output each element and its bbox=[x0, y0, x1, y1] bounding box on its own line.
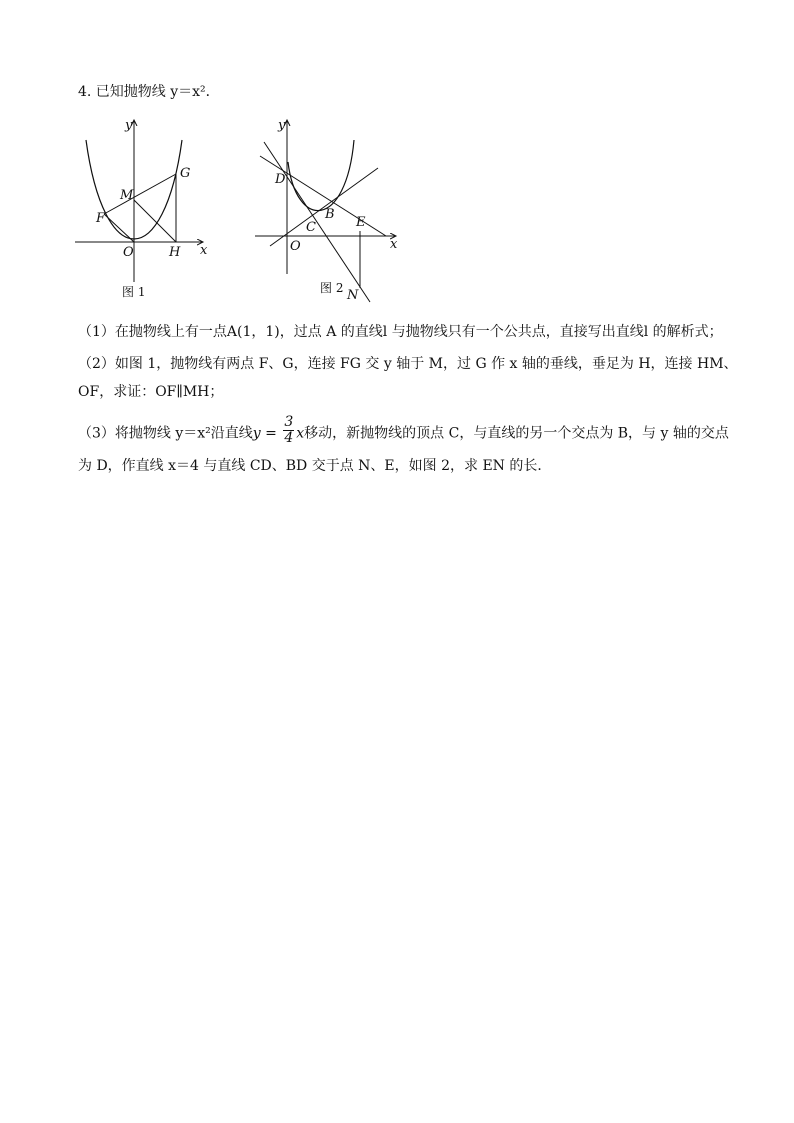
fig2-label-E: E bbox=[356, 215, 366, 230]
question-3-prefix: （3）将抛物线 y＝x²沿直线 bbox=[78, 425, 253, 442]
fraction-numerator: 3 bbox=[284, 414, 294, 430]
problem-title: 4. 已知抛物线 y＝x²． bbox=[78, 84, 220, 100]
fig2-label-y: y bbox=[278, 118, 286, 133]
fig1-label-F: F bbox=[96, 211, 106, 226]
fig2-label-x: x bbox=[390, 237, 398, 252]
fig2-line-OB bbox=[270, 168, 378, 246]
fig1-label-H: H bbox=[169, 245, 181, 260]
fig2-label-N: N bbox=[347, 288, 359, 303]
question-2-line-2: OF，求证：OF∥MH； bbox=[78, 384, 224, 400]
fig2-line-DN bbox=[264, 142, 370, 302]
fig1-caption: 图 1 bbox=[122, 285, 146, 299]
fig2-label-O: O bbox=[290, 239, 301, 254]
question-1: （1）在抛物线上有一点A(1，1)，过点 A 的直线l 与抛物线只有一个公共点，直接写出直线l 的解析式； bbox=[78, 324, 723, 340]
fig2-parabola bbox=[288, 140, 354, 211]
figure-2 bbox=[250, 112, 410, 307]
fig1-segment-MH bbox=[134, 200, 176, 242]
question-3-line-1 bbox=[78, 414, 729, 449]
fig1-label-G: G bbox=[180, 166, 191, 181]
fig2-caption: 图 2 bbox=[320, 281, 344, 295]
question-3-eq-var: x bbox=[296, 425, 305, 442]
question-3-line-2: 为 D，作直线 x＝4 与直线 CD、BD 交于点 N、E，如图 2，求 EN 的长． bbox=[78, 458, 552, 474]
fig1-label-x: x bbox=[200, 243, 208, 258]
question-3-suffix: 移动，新抛物线的顶点 C，与直线的另一个交点为 B，与 y 轴的交点 bbox=[304, 425, 729, 442]
fig1-label-O: O bbox=[123, 245, 134, 260]
fig2-label-B: B bbox=[325, 207, 335, 222]
fig2-label-C: C bbox=[306, 220, 316, 235]
fig2-line-DE bbox=[260, 156, 386, 236]
fig1-label-y: y bbox=[125, 118, 133, 133]
fig1-label-M: M bbox=[120, 188, 134, 203]
fraction-denominator: 4 bbox=[284, 430, 294, 446]
figure-1 bbox=[70, 112, 220, 302]
fig1-segment-OF bbox=[104, 214, 134, 242]
question-3-fraction bbox=[283, 415, 294, 446]
question-2-line-1: （2）如图 1，抛物线有两点 F、G，连接 FG 交 y 轴于 M，过 G 作 x 轴的垂线，垂足为 H，连接 HM、 bbox=[78, 356, 738, 372]
question-3-eq-lhs: y = bbox=[252, 425, 277, 442]
fig2-label-D: D bbox=[275, 172, 286, 187]
